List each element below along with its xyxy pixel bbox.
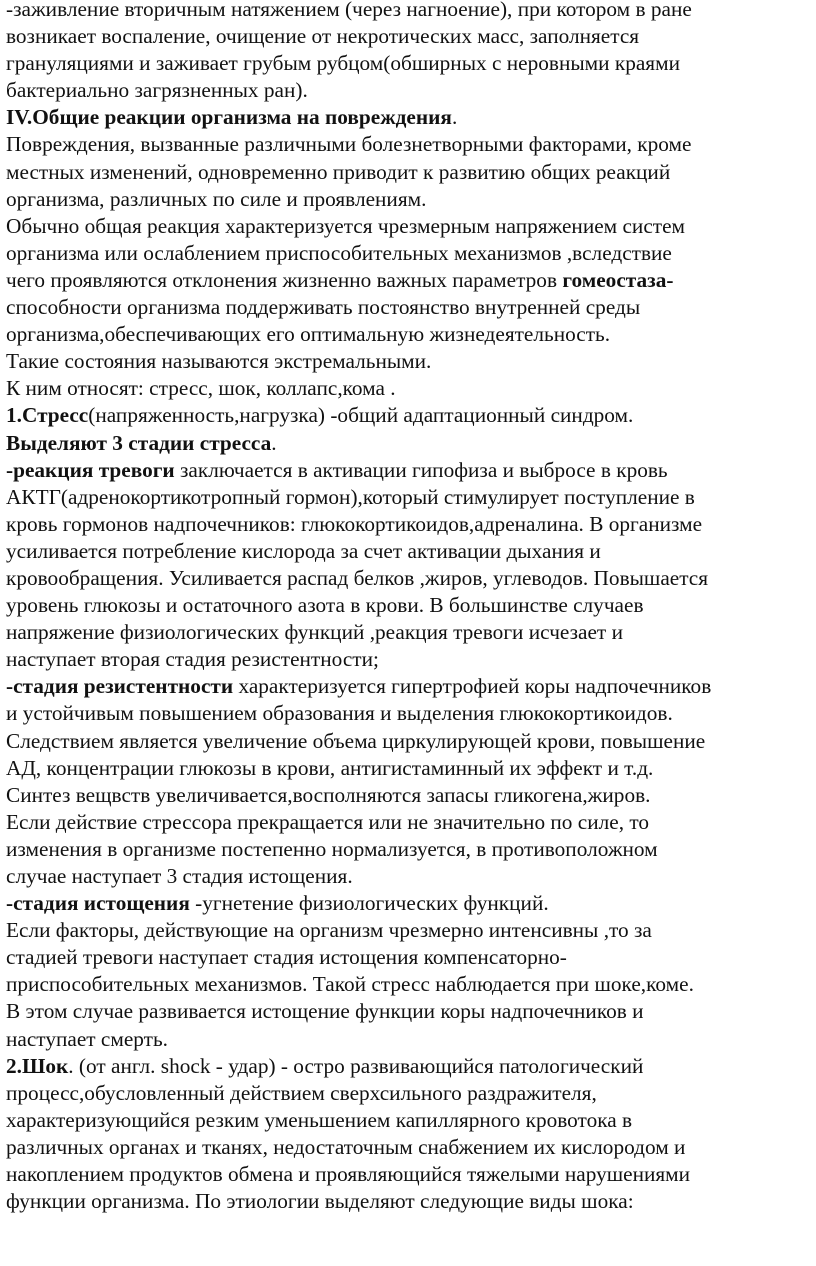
text-line: Обычно общая реакция характеризуется чрезмерным напряжением систем — [6, 213, 686, 238]
text-line: бактериально загрязненных ран). — [6, 78, 308, 103]
text-line: -реакция тревоги заключается в активации гипофиза и выбросе в кровь — [6, 457, 668, 482]
text-line: уровень глюкозы и остаточного азота в крови. В большинстве случаев — [6, 593, 644, 618]
text-line: чего проявляются отклонения жизненно важных параметров гомеостаза- — [6, 267, 674, 292]
text-line: организма или ослаблением приспособительных механизмов ,вследствие — [6, 240, 672, 265]
text-line: АКТГ(адренокортикотропный гормон),который стимулирует поступление в — [6, 484, 695, 509]
text-line: процесс,обусловленный действием сверхсильного раздражителя, — [6, 1080, 597, 1105]
text-line: стадией тревоги наступает стадия истощения компенсаторно- — [6, 945, 567, 970]
text-line: местных изменений, одновременно приводит к развитию общих реакций — [6, 159, 671, 184]
text-line: напряжение физиологических функций ,реакция тревоги исчезает и — [6, 620, 623, 645]
text-line: различных органах и тканях, недостаточным снабжением их кислородом и — [6, 1134, 686, 1159]
term-alarm-reaction: реакция тревоги — [13, 457, 175, 482]
text-line: В этом случае развивается истощение функции коры надпочечников и — [6, 999, 644, 1024]
text-line: и устойчивым повышением образования и выделения глюкокортикоидов. — [6, 701, 673, 726]
text-line: функции организма. По этиологии выделяют следующие виды шока: — [6, 1189, 634, 1214]
term-resistance-stage: стадия резистентности — [13, 674, 234, 699]
text-line: накоплением продуктов обмена и проявляющийся тяжелыми нарушениями — [6, 1162, 691, 1187]
text-line: Если действие стрессора прекращается или не значительно по силе, то — [6, 809, 650, 834]
text-line: усиливается потребление кислорода за счет активации дыхания и — [6, 538, 601, 563]
text-line: Следствием является увеличение объема циркулирующей крови, повышение — [6, 728, 706, 753]
text-line: способности организма поддерживать постоянство внутренней среды — [6, 295, 641, 320]
text-line: характеризующийся резким уменьшением капиллярного кровотока в — [6, 1107, 633, 1132]
subheading-stress: 1.Стресс(напряженность,нагрузка) -общий адаптационный синдром. — [6, 403, 634, 428]
section-heading: IV.Общие реакции организма на повреждения. — [6, 105, 458, 130]
text-line: Повреждения, вызванные различными болезнетворными факторами, кроме — [6, 132, 692, 157]
term-exhaustion-stage: стадия истощения — [13, 891, 190, 916]
text-line: -стадия истощения -угнетение физиологических функций. — [6, 891, 549, 916]
text-line: приспособительных механизмов. Такой стресс наблюдается при шоке,коме. — [6, 972, 694, 997]
subheading-stages: Выделяют 3 стадии стресса. — [6, 430, 277, 455]
text-line: К ним относят: стресс, шок, коллапс,кома . — [6, 376, 396, 401]
text-line: Такие состояния называются экстремальными. — [6, 349, 432, 374]
text-line: организма,обеспечивающих его оптимальную жизнедеятельность. — [6, 322, 611, 347]
subheading-shock: 2.Шок. (от англ. shock - удар) - остро развивающийся патологический — [6, 1053, 644, 1078]
text-line: наступает вторая стадия резистентности; — [6, 647, 379, 672]
text-line: организма, различных по силе и проявлениям. — [6, 186, 427, 211]
term-homeostasis: гомеостаза- — [562, 267, 674, 292]
text-line: АД, концентрации глюкозы в крови, антигистаминный их эффект и т.д. — [6, 755, 654, 780]
text-line: грануляциями и заживает грубым рубцом(обширных с неровными краями — [6, 51, 680, 76]
text-line: Синтез вещвств увеличивается,восполняются запасы гликогена,жиров. — [6, 782, 651, 807]
text-line: -заживление вторичным натяжением (через нагноение), при котором в ране — [6, 0, 692, 21]
text-line: изменения в организме постепенно нормализуется, в противоположном — [6, 836, 658, 861]
text-line: случае наступает 3 стадия истощения. — [6, 864, 353, 888]
text-line: кровообращения. Усиливается распад белков ,жиров, углеводов. Повышается — [6, 565, 709, 590]
text-line: кровь гормонов надпочечников: глюкокортикоидов,адреналина. В организме — [6, 511, 703, 536]
text-line: возникает воспаление, очищение от некротических масс, заполняется — [6, 24, 640, 49]
text-line: Если факторы, действующие на организм чрезмерно интенсивны ,то за — [6, 918, 652, 943]
text-line: наступает смерть. — [6, 1026, 169, 1051]
text-line: -стадия резистентности характеризуется гипертрофией коры надпочечников — [6, 674, 712, 699]
